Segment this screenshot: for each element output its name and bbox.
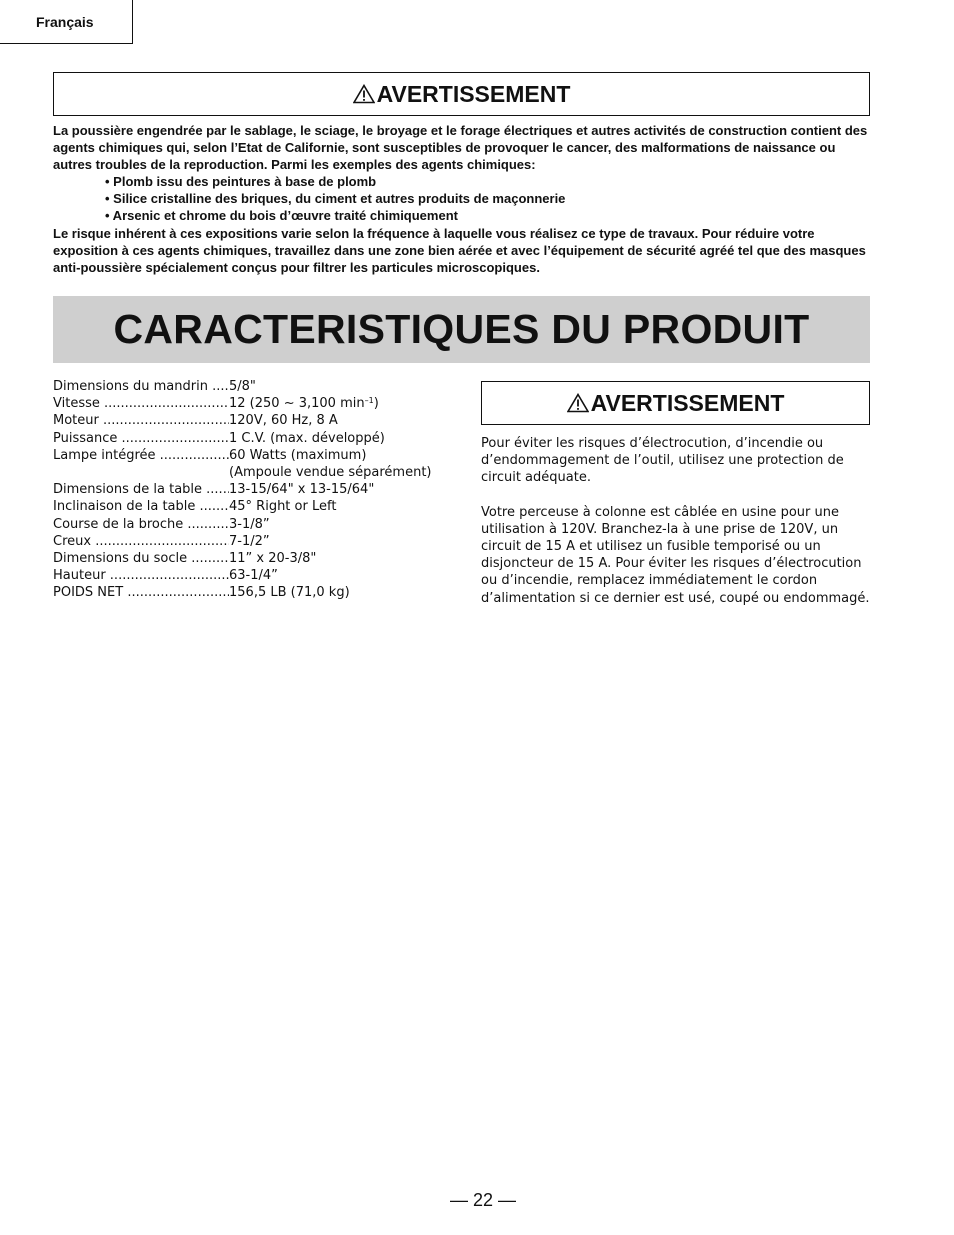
spec-row [53,430,463,447]
warning-title: AVERTISSEMENT [376,80,571,107]
spec-row [53,481,463,498]
warning-outro: Le risque inhérent à ces expositions varie selon la fréquence à laquelle vous réalisez ce type de travaux. Pour réduire votre exposition à ces agents chimiques, travaillez dans une zone bien aérée et avec l’équipement de sécurité agréé tel que des masques anti-poussière spécialement conçus pour filtrer les particules microscopiques. [53,225,866,275]
spec-label: Lampe intégrée ..... [53,447,229,464]
right-warning-paragraph: Pour éviter les risques d’électrocution, d’incendie ou d’endommagement de l’outil, utilisez une protection de circuit adéquate. [481,436,844,486]
warning-bullet: • Silice cristalline des briques, du ciment et autres produits de maçonnerie [105,191,566,207]
right-warning-text [481,435,876,624]
spec-value: 63-1/4” [229,568,278,584]
section-title-banner [53,296,870,363]
spec-value: 156,5 LB (71,0 kg) [229,585,350,601]
spec-value: 13-15/64" x 13-15/64" [229,482,375,498]
section-title: CARACTERISTIQUES DU PRODUIT [113,306,810,352]
spec-label: Dimensions du socle ..... [53,550,229,567]
spec-value-main: 12 (250 ~ 3,100 min [229,396,365,412]
warning-title: AVERTISSEMENT [590,389,785,416]
spec-label: Moteur ..... [53,412,229,429]
spec-row [53,516,463,533]
page-number: — 22 — [449,1190,517,1210]
spec-row [53,412,463,429]
spec-value: 7-1/2” [229,533,270,549]
spec-row [53,584,463,601]
spec-value: 60 Watts (maximum) [229,447,367,463]
spec-value: 3-1/8” [229,516,270,532]
spec-label: Creux ..... [53,533,229,550]
spec-label: Vitesse ..... [53,395,229,412]
spec-row [53,378,463,395]
language-tab: Français [0,0,133,44]
warning-header-top [53,72,870,116]
spec-value: 120V, 60 Hz, 8 A [229,413,338,429]
spec-label: Course de la broche ..... [53,516,229,533]
warning-header-right [481,381,870,425]
spec-label: POIDS NET ..... [53,584,229,601]
spec-value-superscript: –1 [364,396,374,406]
spec-row [53,567,463,584]
spec-row [53,395,463,412]
spec-value: 1 C.V. (max. développé) [229,430,385,446]
spec-row [53,498,463,515]
warning-bullet: • Arsenic et chrome du bois d’œuvre traité chimiquement [105,208,458,224]
warning-triangle-icon [567,393,589,413]
spec-row [53,447,463,464]
spec-value-continuation: (Ampoule vendue séparément) [229,465,432,481]
product-specs-list [53,378,463,602]
spec-value: 11” x 20-3/8" [229,551,317,567]
warning-triangle-icon [353,84,375,104]
spec-value: 5/8" [229,379,256,394]
spec-value [229,395,379,412]
right-warning-paragraph: Votre perceuse à colonne est câblée en usine pour une utilisation à 120V. Branchez-la à une prise de 120V, un circuit de 15 A et utilisez un fusible temporisé ou un disjoncteur de 15 A. Pour éviter les risques d’électrocution ou d’incendie, remplacez immédiatement le cordon d’alimentation si ce dernier est usé, coupé ou endommagé. [481,504,870,606]
spec-row [53,550,463,567]
spec-value: 45° Right or Left [229,499,337,515]
warning-intro: La poussière engendrée par le sablage, le sciage, le broyage et le forage électriques et autres activités de construction contient des agents chimiques qui, selon l’Etat de Californie, sont susceptibles de provoquer le cancer, des malformations de naissance ou autres troubles de la reproduction. Parmi les exemples des agents chimiques: [53,123,868,173]
top-warning-text [53,122,875,276]
spec-label: Inclinaison de la table ..... [53,498,229,515]
spec-label: Puissance ..... [53,430,229,447]
spec-label: Dimensions de la table ..... [53,481,229,498]
spec-value-suffix: ) [373,396,379,412]
spec-row [53,533,463,550]
spec-label: Hauteur ..... [53,567,229,584]
spec-label: Dimensions du mandrin ..... [53,378,229,395]
warning-bullet: • Plomb issu des peintures à base de plomb [105,174,377,190]
